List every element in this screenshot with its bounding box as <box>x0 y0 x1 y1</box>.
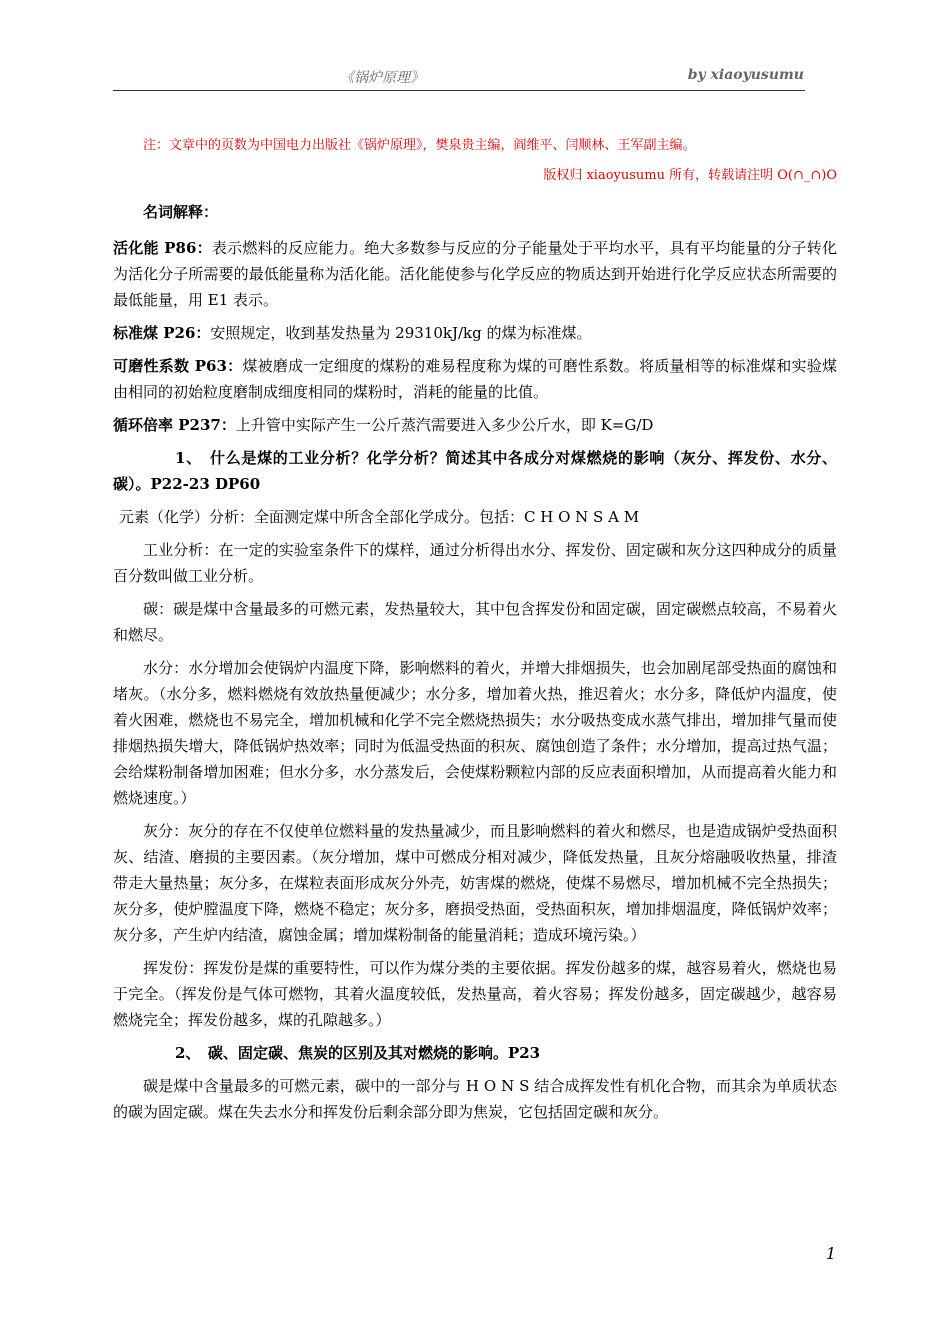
paragraph-ash: 灰分：灰分的存在不仅使单位燃料量的发热量减少，而且影响燃料的着火和燃尽，也是造成锅炉受热面积灰、结渣、磨损的主要因素。（灰分增加，煤中可燃成分相对减少，降低发热量，且灰分熔融吸收热量，排渣带走大量热量；灰分多，在煤粒表面形成灰分外壳，妨害煤的燃烧，使煤不易燃尽，增加机械不完全热损失；灰分多，使炉膛温度下降，燃烧不稳定；灰分多，磨损受热面，受热面积灰，增加排烟温度，降低锅炉效率；灰分多，产生炉内结渣，腐蚀金属；增加煤粉制备的能量消耗；造成环境污染。） <box>113 822 837 944</box>
term-definition: 表示燃料的反应能力。绝大多数参与反应的分子能量处于平均水平，具有平均能量的分子转化为活化分子所需要的最低能量称为活化能。活化能使参与化学反应的物质达到开始进行化学反应状态所需要的最低能量，用 E1 表示。 <box>113 239 837 309</box>
term-grindability <box>113 353 837 405</box>
term-definition: 上升管中实际产生一公斤蒸汽需要进入多少公斤水，即 K=G/D <box>235 416 654 434</box>
header-rule <box>113 90 805 91</box>
paragraph-carbon: 碳：碳是煤中含量最多的可燃元素，发热量较大，其中包含挥发份和固定碳，固定碳燃点较高，不易着火和燃尽。 <box>113 600 837 644</box>
header-title: 《锅炉原理》 <box>340 70 424 86</box>
paragraph-elemental-analysis: 元素（化学）分析：全面测定煤中所含全部化学成分。包括：C H O N S A M <box>119 508 640 526</box>
paragraph-proximate-analysis: 工业分析：在一定的实验室条件下的煤样，通过分析得出水分、挥发份、固定碳和灰分这四种成分的质量百分数叫做工业分析。 <box>113 541 837 585</box>
paragraph-moisture: 水分：水分增加会使锅炉内温度下降，影响燃料的着火，并增大排烟损失，也会加剧尾部受热面的腐蚀和堵灰。（水分多，燃料燃烧有效放热量便减少；水分多，增加着火热，推迟着火；水分多，降低炉内温度，使着火困难，燃烧也不易完全，增加机械和化学不完全燃烧热损失；水分吸热变成水蒸气排出，增加排气量而使排烟热损失增大，降低锅炉热效率；同时为低温受热面的积灰、腐蚀创造了条件；水分增加，提高过热气温；会给煤粉制备增加困难；但水分多，水分蒸发后，会使煤粉颗粒内部的反应表面积增加，从而提高着火能力和燃烧速度。） <box>113 659 837 807</box>
term-definition: 安照规定，收到基发热量为 29310kJ/kg 的煤为标准煤。 <box>210 324 592 342</box>
paragraph-carbon-coke: 碳是煤中含量最多的可燃元素，碳中的一部分与 H O N S 结合成挥发性有机化合物，而其余为单质状态的碳为固定碳。煤在失去水分和挥发份后剩余部分即为焦炭，它包括固定碳和灰分。 <box>113 1077 837 1121</box>
copyright-note: 版权归 xiaoyusumu 所有，转载请注明 O(∩_∩)O <box>543 168 837 183</box>
term-definition: 煤被磨成一定细度的煤粉的难易程度称为煤的可磨性系数。将质量相等的标准煤和实验煤由相同的初始粒度磨制成细度相同的煤粉时，消耗的能量的比值。 <box>113 357 837 401</box>
source-note: 注：文章中的页数为中国电力出版社《锅炉原理》，樊泉贵主编，阎维平、闫顺林、王军副主编。 <box>143 138 696 153</box>
document-body <box>113 133 837 1132</box>
term-circulation-ratio <box>113 412 837 438</box>
term-activation-energy <box>113 235 837 313</box>
header-author: by xiaoyusumu <box>687 67 804 83</box>
question-1: 1、 什么是煤的工业分析？化学分析？简述其中各成分对煤燃烧的影响（灰分、挥发份、水分、碳）。P22-23 DP60 <box>113 449 837 493</box>
page-number: 1 <box>825 1244 836 1263</box>
question-2: 2、 碳、固定碳、焦炭的区别及其对燃烧的影响。P23 <box>175 1044 541 1062</box>
term-label: 循环倍率 P237： <box>113 416 236 434</box>
term-label: 活化能 P86： <box>113 239 212 257</box>
term-label: 可磨性系数 P63： <box>113 357 243 375</box>
paragraph-volatile: 挥发份：挥发份是煤的重要特性，可以作为煤分类的主要依据。挥发份越多的煤，越容易着火，燃烧也易于完全。（挥发份是气体可燃物，其着火温度较低，发热量高，着火容易；挥发份越多，固定碳越少，越容易燃烧完全；挥发份越多，煤的孔隙越多。） <box>113 959 837 1029</box>
term-label: 标准煤 P26： <box>113 324 211 342</box>
terms-heading: 名词解释： <box>143 203 219 221</box>
term-standard-coal <box>113 320 837 346</box>
